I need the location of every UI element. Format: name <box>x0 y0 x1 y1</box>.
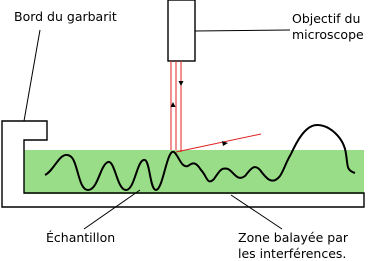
leader-lines <box>24 30 290 229</box>
leader-scan-zone <box>231 195 282 229</box>
scan-zone-band <box>24 150 364 194</box>
label-gauge-edge: Bord du garbarit <box>14 9 117 24</box>
label-scan-zone-line2: les interférences. <box>238 246 347 261</box>
arrow-down-icon <box>179 81 184 86</box>
leader-sample <box>84 190 140 229</box>
label-scan-zone-line1: Zone balayée par <box>238 230 349 245</box>
label-sample: Échantillon <box>46 230 116 245</box>
label-objective-line2: microscope <box>292 27 364 42</box>
leader-objective <box>195 30 290 31</box>
laser-beams <box>171 61 261 152</box>
label-objective-line1: Objectif du <box>292 11 361 26</box>
microscope-objective <box>168 0 195 61</box>
beam-arrow-heads <box>171 81 229 146</box>
laser-beam-deflected <box>176 134 261 152</box>
leader-gauge-edge <box>24 30 40 121</box>
